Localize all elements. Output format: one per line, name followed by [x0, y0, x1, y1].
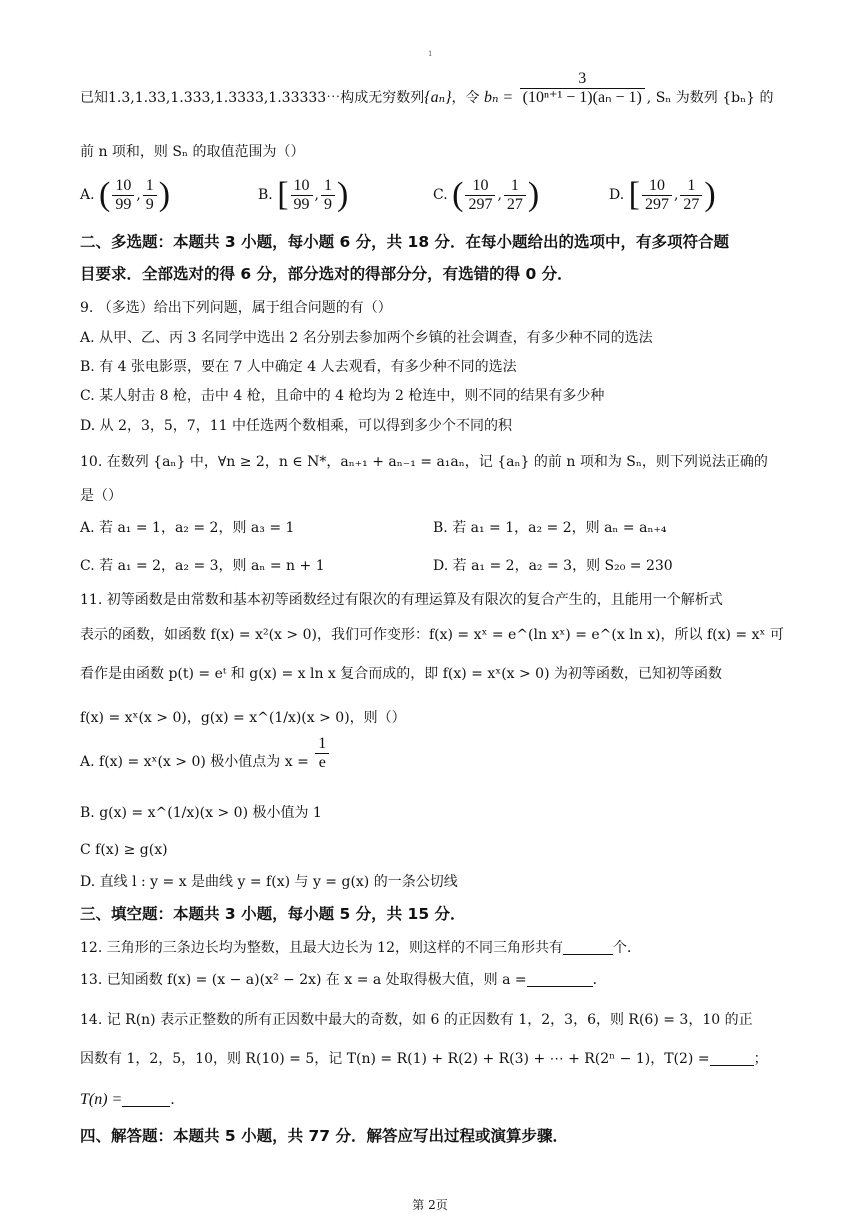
interval-close: ): [158, 176, 171, 213]
frac-den: 9: [323, 195, 332, 213]
q12-line: [80, 938, 800, 958]
interval-close: ): [704, 176, 716, 213]
frac-den: 9: [145, 195, 154, 213]
frac-num: 10: [465, 177, 495, 196]
option-label: C.: [433, 187, 448, 203]
frac-num: 1: [315, 735, 329, 754]
q8-line2: 前 n 项和，则 Sₙ 的取值范围为（）: [80, 144, 305, 160]
interval-open: [: [628, 176, 640, 213]
frac-den: 297: [468, 195, 493, 213]
frac-den: 27: [683, 195, 700, 213]
q9-option-c[interactable]: C. 某人射击 8 枪，击中 4 枪，且命中的 4 枪均为 2 枪连中，则不同的结果有多少种: [80, 388, 605, 404]
q14-line2-suffix: ；: [753, 1051, 768, 1067]
interval-close: ): [336, 176, 349, 213]
frac-num: 10: [112, 177, 134, 196]
q8-bn-denominator: (10ⁿ⁺¹ − 1)(aₙ − 1): [522, 88, 642, 106]
q14-t2-answer-blank[interactable]: [710, 1051, 754, 1066]
q11-line1: 11. 初等函数是由常数和基本初等函数经过有限次的有理运算及有限次的复合产生的，且能用一个解析式: [80, 592, 723, 608]
q11-option-c[interactable]: C f(x) ≥ g(x): [80, 842, 168, 858]
frac-num: 1: [504, 177, 526, 196]
frac-den: 297: [644, 195, 669, 213]
page-marker: 1: [428, 50, 433, 58]
page-footer: 第 2页: [412, 1198, 448, 1212]
q14-line3-text: T(n) =: [80, 1091, 123, 1108]
option-label: D.: [609, 187, 625, 203]
interval-open: (: [452, 176, 464, 213]
q8-option-a[interactable]: A. ( $\frac{10}{99}$ , $\frac{1}{9}$ ): [80, 176, 171, 213]
q8-line1: [80, 69, 800, 108]
frac-num: 10: [291, 177, 313, 196]
q13-line: [80, 970, 800, 990]
q8-option-b[interactable]: B. [ $\frac{10}{99}$ , $\frac{1}{9}$ ): [258, 176, 349, 213]
q13-text: 13. 已知函数 f(x) = (x − a)(x² − 2x) 在 x = a 处取得极大值，则 a =: [80, 972, 527, 988]
q10-stem-line2: 是（）: [80, 488, 122, 504]
q8-option-c[interactable]: C. ( $\frac{10}{297}$ , $\frac{1}{27}$ ): [433, 176, 540, 213]
q8-bn-lhs: bₙ =: [483, 89, 514, 106]
q11-line2: 表示的函数，如函数 f(x) = x²(x > 0)，我们可作变形：f(x) = xˣ = e^(ln xˣ) = e^(x ln x)，所以 f(x) = xˣ 可: [80, 627, 784, 643]
q12-suffix: 个．: [612, 940, 641, 956]
q11-option-b[interactable]: B. g(x) = x^(1/x)(x > 0) 极小值为 1: [80, 805, 322, 821]
q8-let: ，令: [451, 90, 480, 106]
interval-open: [: [277, 176, 289, 213]
q11-option-a-text: A. f(x) = xˣ(x > 0) 极小值点为 x =: [80, 754, 309, 770]
q14-tn-answer-blank[interactable]: [122, 1092, 170, 1107]
q13-answer-blank[interactable]: [527, 972, 593, 987]
q9-stem: 9. （多选）给出下列问题，属于组合问题的有（）: [80, 300, 392, 316]
q8-sn-desc: , Sₙ 为数列 {bₙ} 的: [646, 90, 774, 106]
q9-option-d[interactable]: D. 从 2，3，5，7，11 中任选两个数相乘，可以得到多少个不同的积: [80, 418, 512, 434]
option-label: A.: [80, 187, 95, 203]
q10-option-d[interactable]: D. 若 a₁ = 2，a₂ = 3，则 S₂₀ = 230: [433, 558, 673, 574]
section2-heading-line1: 二、多选题：本题共 3 小题，每小题 6 分，共 18 分．在每小题给出的选项中，有多项符合题: [80, 233, 730, 251]
q8-seq-a: {aₙ}: [424, 89, 452, 106]
q11-option-a-fraction: [315, 735, 329, 772]
q14-line2: [80, 1049, 800, 1069]
q14-line3: [80, 1090, 800, 1110]
frac-den: e: [318, 753, 326, 771]
frac-den: 27: [506, 195, 523, 213]
option-label: B.: [258, 187, 273, 203]
frac-num: 10: [642, 177, 672, 196]
frac-num: 1: [143, 177, 157, 196]
q14-line2-text: 因数有 1，2，5，10，则 R(10) = 5，记 T(n) = R(1) + R(2) + R(3) + ⋯ + R(2ⁿ − 1)，T(2) =: [80, 1051, 710, 1067]
q12-answer-blank[interactable]: [563, 940, 613, 955]
section2-heading-line2: 目要求．全部选对的得 6 分，部分选对的得部分分，有选错的得 0 分．: [80, 265, 573, 283]
frac-num: 1: [680, 177, 702, 196]
section3-heading: 三、填空题：本题共 3 小题，每小题 5 分，共 15 分．: [80, 905, 466, 923]
q10-option-b[interactable]: B. 若 a₁ = 1，a₂ = 2，则 aₙ = aₙ₊₄: [433, 520, 667, 536]
q10-stem-line1: 10. 在数列 {aₙ} 中，∀n ≥ 2，n ∈ N*，aₙ₊₁ + aₙ₋₁ = a₁aₙ，记 {aₙ} 的前 n 项和为 Sₙ，则下列说法正确的: [80, 454, 768, 470]
q13-suffix: ．: [592, 972, 607, 988]
q14-line1: 14. 记 R(n) 表示正整数的所有正因数中最大的奇数，如 6 的正因数有 1，2，3，6，则 R(6) = 3，10 的正: [80, 1012, 753, 1028]
q10-option-a[interactable]: A. 若 a₁ = 1，a₂ = 2，则 a₃ = 1: [80, 520, 295, 536]
q11-line3: 看作是由函数 p(t) = eᵗ 和 g(x) = x ln x 复合而成的，即 f(x) = xˣ(x > 0) 为初等函数，已知初等函数: [80, 666, 722, 682]
q8-bn-numerator: 3: [520, 70, 645, 89]
interval-close: ): [527, 176, 540, 213]
q9-option-a[interactable]: A. 从甲、乙、丙 3 名同学中选出 2 名分别去参加两个乡镇的社会调查，有多少种不同的选法: [80, 330, 653, 346]
section4-heading: 四、解答题：本题共 5 小题，共 77 分．解答应写出过程或演算步骤．: [80, 1127, 568, 1145]
interval-open: (: [99, 176, 111, 213]
frac-den: 99: [115, 195, 132, 213]
q11-option-a[interactable]: [80, 734, 800, 772]
frac-den: 99: [293, 195, 310, 213]
q9-option-b[interactable]: B. 有 4 张电影票，要在 7 人中确定 4 人去观看，有多少种不同的选法: [80, 359, 517, 375]
frac-num: 1: [321, 177, 335, 196]
q10-option-c[interactable]: C. 若 a₁ = 2，a₂ = 3，则 aₙ = n + 1: [80, 558, 325, 574]
q11-option-d[interactable]: D. 直线 l : y = x 是曲线 y = f(x) 与 y = g(x) 的一条公切线: [80, 874, 458, 890]
q8-option-d[interactable]: D. [ $\frac{10}{297}$ , $\frac{1}{27}$ ): [609, 176, 716, 213]
q12-text: 12. 三角形的三条边长均为整数，且最大边长为 12，则这样的不同三角形共有: [80, 940, 563, 956]
q14-line3-suffix: ．: [170, 1092, 185, 1108]
q11-line4: f(x) = xˣ(x > 0)，g(x) = x^(1/x)(x > 0)，则（）: [80, 710, 406, 726]
q8-bn-fraction: [520, 70, 645, 107]
q8-intro: 已知1.3,1.33,1.333,1.3333,1.33333⋯构成无穷数列: [80, 90, 425, 106]
